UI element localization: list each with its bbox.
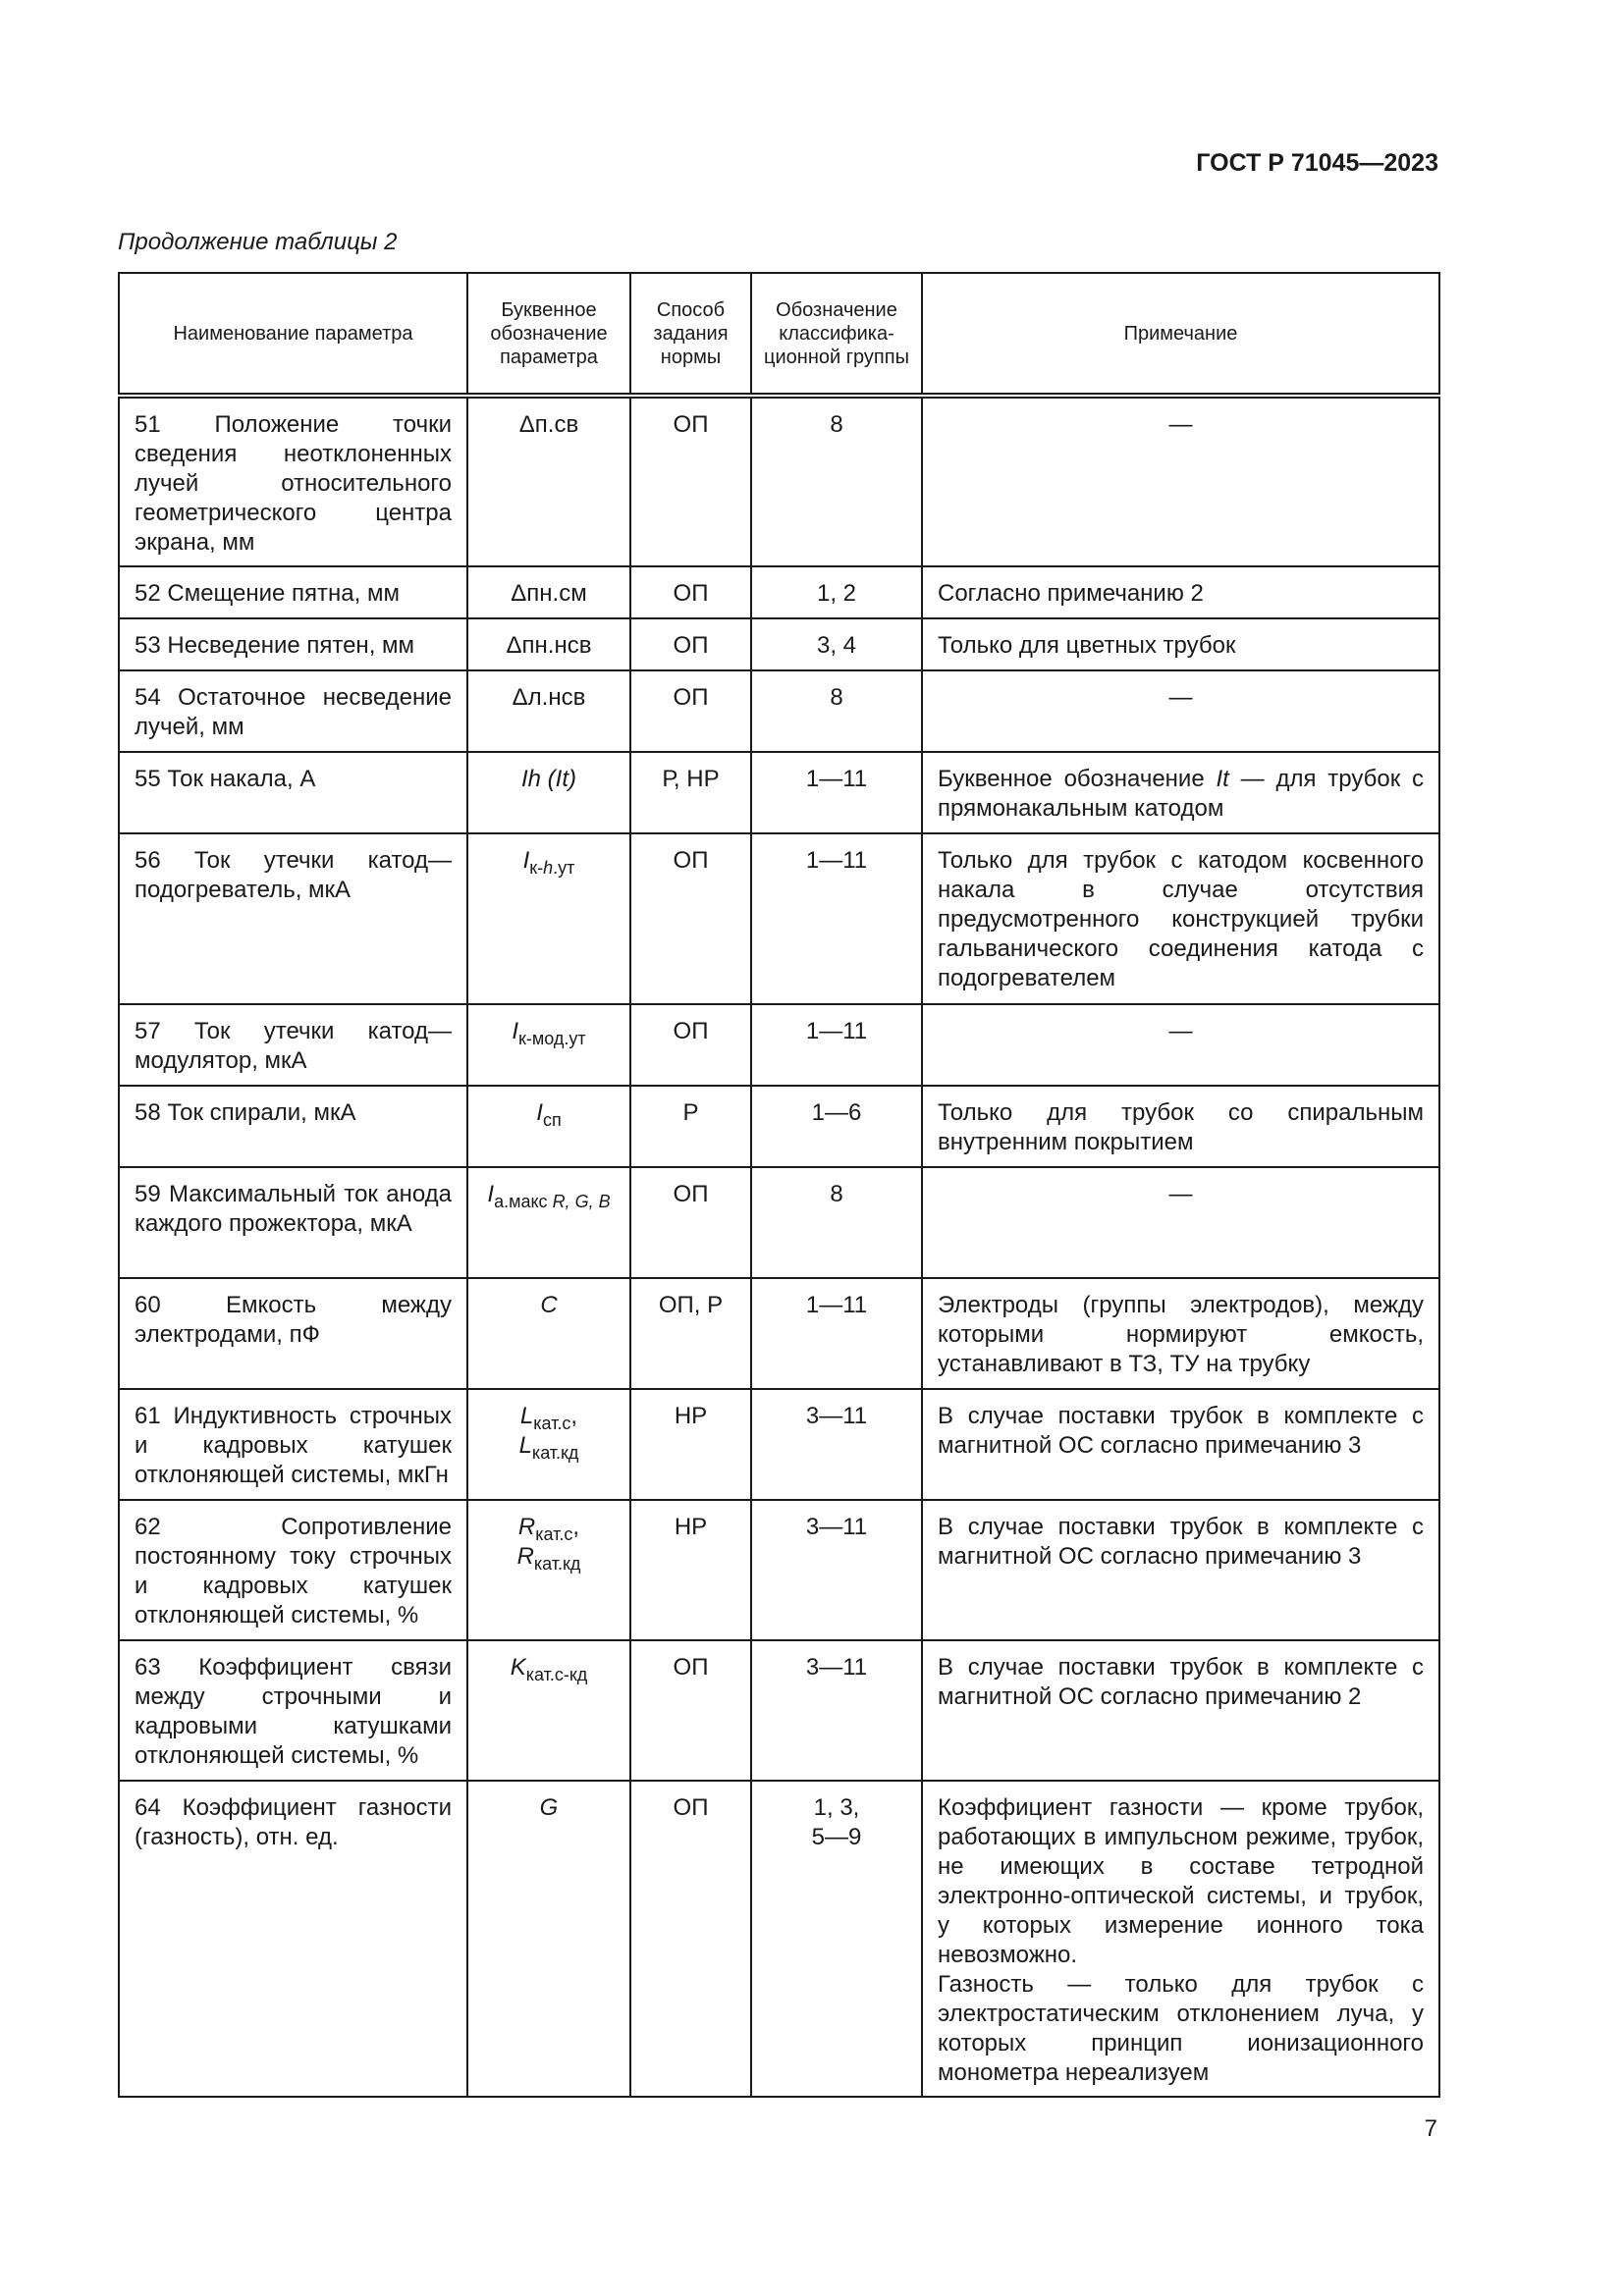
note: Только для трубок с катодом косвенного накала в случае отсутствия предусмотренного конструкцией трубки гальванического соединения катода с подогревателем — [922, 833, 1439, 1004]
column-header-parameter: Наименование параметра — [119, 273, 467, 396]
symbol-subscript: кат.с-кд — [525, 1665, 588, 1684]
classification-group — [751, 1781, 922, 2097]
parameter-name: 64 Коэффициент газности (газность), отн. ед. — [119, 1781, 467, 2097]
parameter-name: 54 Остаточное несведение лучей, мм — [119, 670, 467, 752]
note-paragraph: Коэффициент газности — кроме трубок, работающих в импульсном режиме, трубок, не имеющих в составе тетродной электронно-оптической системы, и трубок, у которых измерение ионного тока невозможно. — [938, 1794, 1424, 1968]
column-header-group: Обозначение классифика-ционной группы — [751, 273, 922, 396]
parameter-symbol: $R_{кат.с}$, $R_{кат.кд}$ — [467, 1500, 630, 1640]
parameter-symbol — [467, 618, 630, 670]
parameters-table — [118, 272, 1440, 2098]
norm-method: ОП — [630, 1167, 751, 1278]
table-caption: Продолжение таблицы 2 — [118, 229, 398, 255]
classification-group: 1—11 — [751, 752, 922, 833]
parameter-symbol — [467, 1167, 630, 1278]
classification-group: 1—11 — [751, 1278, 922, 1389]
symbol-subscript: к-h.ут — [529, 858, 575, 878]
group-line: 5—9 — [811, 1824, 862, 1850]
symbol-main: K — [510, 1654, 526, 1681]
norm-method: НР — [630, 1389, 751, 1500]
note: В случае поставки трубок в комплекте с магнитной ОС согласно примечанию 2 — [922, 1640, 1439, 1781]
norm-method: ОП, Р — [630, 1278, 751, 1389]
classification-group: 3—11 — [751, 1640, 922, 1781]
table-header-row — [119, 273, 1439, 396]
page-number: 7 — [1424, 2115, 1437, 2142]
parameter-symbol: C — [467, 1278, 630, 1389]
parameter-symbol — [467, 1086, 630, 1167]
note: Электроды (группы электродов), между которыми нормируют емкость, устанавливают в ТЗ, ТУ на трубку — [922, 1278, 1439, 1389]
norm-method: Р — [630, 1086, 751, 1167]
table-row — [119, 1086, 1439, 1167]
classification-group: 1—11 — [751, 833, 922, 1004]
note: В случае поставки трубок в комплекте с магнитной ОС согласно примечанию 3 — [922, 1500, 1439, 1640]
note: — — [922, 1167, 1439, 1278]
symbol-subscript: а.макс R, G, B — [494, 1192, 611, 1211]
norm-method: ОП — [630, 1004, 751, 1086]
table-row — [119, 670, 1439, 752]
note-paragraph: Газность — только для трубок с электростатическим отклонением луча, у которых принцип ионизационного монометра нереализуем — [938, 1971, 1424, 2086]
symbol-main: R — [516, 1543, 534, 1570]
symbol-main: I — [487, 1181, 495, 1207]
column-header-method: Способ задания нормы — [630, 273, 751, 396]
table-row — [119, 618, 1439, 670]
norm-method: ОП — [630, 1781, 751, 2097]
classification-group: 8 — [751, 670, 922, 752]
classification-group: 1—6 — [751, 1086, 922, 1167]
note-text: — для трубок с прямонакальным катодом — [938, 766, 1424, 822]
symbol-text: Δп.св — [518, 411, 579, 438]
parameter-name: 59 Максимальный ток анода каждого прожектора, мкА — [119, 1167, 467, 1278]
note: Согласно примечанию 2 — [922, 566, 1439, 618]
symbol-text: Δпн.см — [511, 580, 587, 607]
norm-method: НР — [630, 1500, 751, 1640]
parameter-name: 61 Индуктивность строчных и кадровых катушек отклоняющей системы, мкГн — [119, 1389, 467, 1500]
symbol-subscript: сп — [542, 1110, 562, 1130]
table-row — [119, 1500, 1439, 1640]
parameter-symbol: G — [467, 1781, 630, 2097]
norm-method: ОП — [630, 833, 751, 1004]
note — [922, 752, 1439, 833]
symbol-subscript: кат.кд — [531, 1443, 579, 1463]
table-row — [119, 566, 1439, 618]
symbol-text: Δпн.нсв — [506, 632, 592, 659]
symbol-main: L — [519, 1403, 534, 1429]
symbol-subscript: кат.с — [535, 1524, 573, 1544]
parameter-name: 52 Смещение пятна, мм — [119, 566, 467, 618]
column-header-symbol: Буквенное обозначение параметра — [467, 273, 630, 396]
note: — — [922, 670, 1439, 752]
parameter-symbol — [467, 566, 630, 618]
note: Только для цветных трубок — [922, 618, 1439, 670]
table-row — [119, 752, 1439, 833]
table-row — [119, 1781, 1439, 2097]
symbol-main: I — [512, 1018, 519, 1044]
column-header-note: Примечание — [922, 273, 1439, 396]
document-id: ГОСТ Р 71045—2023 — [1196, 149, 1438, 177]
norm-method: ОП — [630, 670, 751, 752]
classification-group: 3, 4 — [751, 618, 922, 670]
norm-method: ОП — [630, 396, 751, 566]
norm-method: ОП — [630, 566, 751, 618]
symbol-main: I — [522, 847, 530, 874]
parameter-name: 62 Сопротивление постоянному току строчных и кадровых катушек отклоняющей системы, % — [119, 1500, 467, 1640]
parameter-name: 63 Коэффициент связи между строчными и кадровыми катушками отклоняющей системы, % — [119, 1640, 467, 1781]
note: В случае поставки трубок в комплекте с магнитной ОС согласно примечанию 3 — [922, 1389, 1439, 1500]
note-symbol: It — [1216, 766, 1229, 792]
table-row — [119, 396, 1439, 566]
parameter-symbol — [467, 833, 630, 1004]
parameter-symbol — [467, 1004, 630, 1086]
parameter-name: 56 Ток утечки катод—подогреватель, мкА — [119, 833, 467, 1004]
classification-group: 3—11 — [751, 1500, 922, 1640]
classification-group: 8 — [751, 1167, 922, 1278]
table-row — [119, 1004, 1439, 1086]
table-row — [119, 1167, 1439, 1278]
symbol-subscript: кат.с — [533, 1414, 571, 1433]
classification-group: 1, 2 — [751, 566, 922, 618]
parameter-symbol — [467, 396, 630, 566]
parameter-name: 58 Ток спирали, мкА — [119, 1086, 467, 1167]
symbol-subscript: кат.кд — [533, 1554, 581, 1574]
classification-group: 3—11 — [751, 1389, 922, 1500]
parameter-name: 53 Несведение пятен, мм — [119, 618, 467, 670]
note-text: Буквенное обозначение — [938, 766, 1217, 792]
note — [922, 1781, 1439, 2097]
table-row — [119, 833, 1439, 1004]
parameter-symbol — [467, 670, 630, 752]
parameter-name: 51 Положение точки сведения неотклоненных лучей относительного геометрического центра экрана, мм — [119, 396, 467, 566]
parameter-symbol: Ih (It) — [467, 752, 630, 833]
symbol-subscript: к-мод.ут — [518, 1029, 586, 1048]
parameter-symbol: $L_{кат.с}$, $L_{кат.кд}$ — [467, 1389, 630, 1500]
note: — — [922, 396, 1439, 566]
parameter-symbol — [467, 1640, 630, 1781]
symbol-main: R — [517, 1514, 536, 1540]
norm-method: ОП — [630, 618, 751, 670]
note: — — [922, 1004, 1439, 1086]
group-line: 1, 3, — [813, 1794, 860, 1821]
symbol-main: L — [518, 1432, 532, 1459]
parameter-name: 55 Ток накала, А — [119, 752, 467, 833]
classification-group: 8 — [751, 396, 922, 566]
table-row — [119, 1278, 1439, 1389]
parameter-name: 60 Емкость между электродами, пФ — [119, 1278, 467, 1389]
symbol-main: I — [536, 1099, 543, 1126]
note: Только для трубок со спиральным внутренним покрытием — [922, 1086, 1439, 1167]
parameter-name: 57 Ток утечки катод—модулятор, мкА — [119, 1004, 467, 1086]
table-row — [119, 1389, 1439, 1500]
norm-method: ОП — [630, 1640, 751, 1781]
symbol-text: Δл.нсв — [512, 684, 586, 711]
table-row — [119, 1640, 1439, 1781]
classification-group: 1—11 — [751, 1004, 922, 1086]
norm-method: Р, НР — [630, 752, 751, 833]
